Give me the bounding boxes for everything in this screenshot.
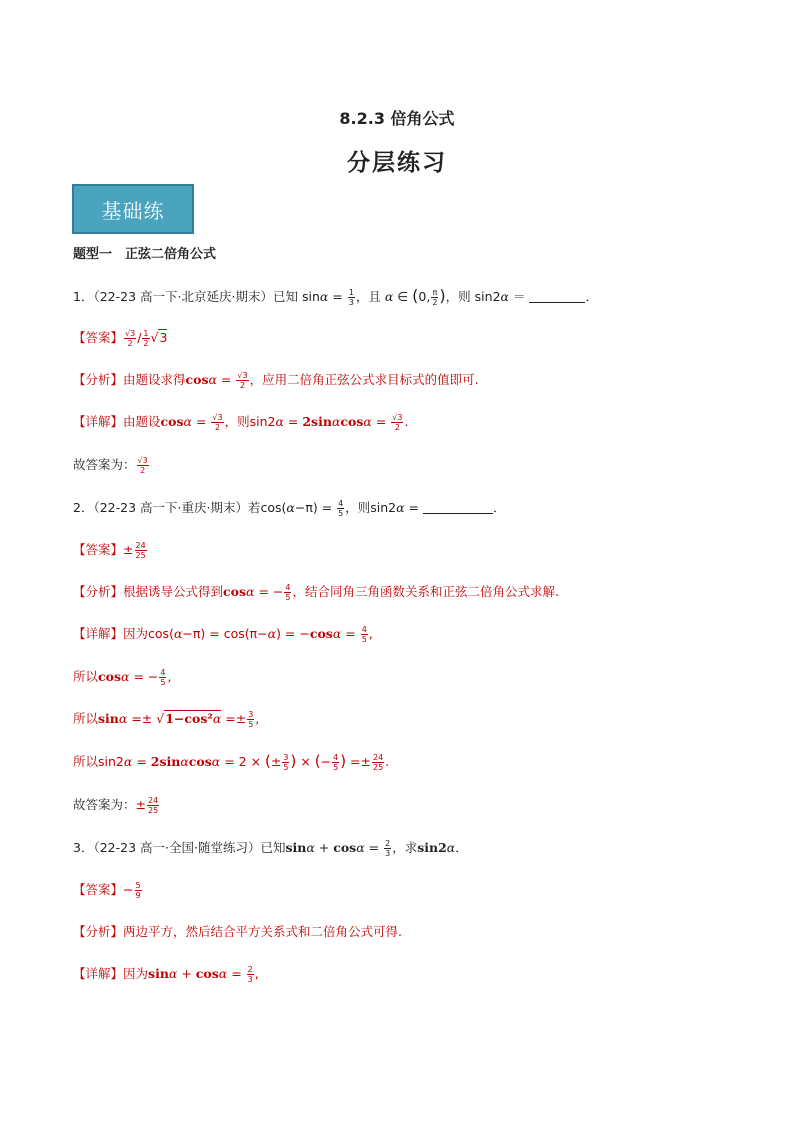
analysis-label: 【分析】	[73, 584, 124, 599]
question-1	[73, 286, 598, 307]
answer-label: 【答案】	[73, 330, 124, 345]
section-badge: 基础练	[72, 184, 194, 234]
so-label: 所以	[73, 754, 99, 769]
topic-heading: 题型一 正弦二倍角公式	[73, 247, 217, 262]
q3-text: ，求	[392, 840, 418, 855]
q2-answer: 【答案】± $\frac{24}{25}$	[73, 541, 146, 560]
q1-source: （22-23 高一下·北京延庆·期末）	[93, 289, 273, 304]
q2-text: 若	[247, 500, 261, 515]
detail-label: 【详解】	[73, 966, 124, 981]
q2-analysis: 【分析】根据诱导公式得到cosα = − $\frac{4}{5}$ ，结合同角三角函数关系和正弦二倍角公式求解.	[73, 583, 559, 602]
detail-label: 【详解】	[73, 414, 124, 429]
q1-number: 1．	[73, 289, 94, 304]
q2-conclusion: 故答案为：± $\frac{24}{25}$	[73, 796, 159, 815]
answer-label: 【答案】	[73, 882, 124, 897]
q1-conclusion: 故答案为： $\frac{√3}{2}$	[73, 456, 148, 475]
q2-detail-text: 因为	[123, 626, 149, 641]
q3-answer: 【答案】− $\frac{5}{9}$	[73, 881, 141, 900]
detail-label: 【详解】	[73, 626, 124, 641]
q1-text: ，则	[445, 289, 471, 304]
analysis-label: 【分析】	[73, 372, 124, 387]
question-3: 3．（22-23 高一·全国·随堂练习）已知sinα + cosα = $\frac{2}{3}$ ，求sin2α．	[73, 839, 468, 858]
q2-source: （22-23 高一下·重庆·期末）	[93, 500, 248, 515]
q1-text: ，且	[355, 289, 381, 304]
answer-blank	[423, 501, 493, 514]
q1-answer: 【答案】 $\frac{√3}{2}$ / $\frac{1}{2}$ √3	[73, 329, 168, 348]
q2-text: ，则	[345, 500, 371, 515]
q1-detail-text: ，则	[224, 414, 250, 429]
question-2: 2．（22-23 高一下·重庆·期末）若cos(α−π) = $\frac{4}{5}$ ，则sin2α = ．	[73, 499, 506, 518]
page-subtitle: 分层练习	[347, 150, 447, 176]
q3-analysis-text: 两边平方，然后结合平方关系式和二倍角公式可得.	[123, 924, 402, 939]
q2-step-2: 所以sinα =± √1−cos²α =± $\frac{3}{5}$ ,	[73, 710, 260, 729]
q3-text: 已知	[260, 840, 286, 855]
q3-source: （22-23 高一·全国·随堂练习）	[93, 840, 261, 855]
page-title: 8.2.3 倍角公式	[339, 109, 455, 128]
q3-detail-text: 因为	[123, 966, 149, 981]
q1-math-1: sinα = $\frac{1}{3}$	[301, 288, 354, 307]
q1-analysis-text: 由题设求得	[123, 372, 186, 387]
q2-analysis-text: 根据诱导公式得到	[123, 584, 224, 599]
q1-math-3: sin2α	[474, 289, 509, 304]
so-label: 所以	[73, 711, 99, 726]
answer-label: 【答案】	[73, 542, 124, 557]
q1-detail: 【详解】由题设cosα = $\frac{√3}{2}$ ，则sin2α = 2sinαcosα = $\frac{√3}{2}$ .	[73, 413, 409, 432]
q1-text: ＝	[512, 289, 526, 304]
q3-number: 3．	[73, 840, 94, 855]
q1-math-2: α ∈ (0, $\frac{\pi}{2}$ )	[384, 286, 446, 307]
q3-text: ．	[455, 840, 468, 855]
answer-blank	[529, 290, 585, 303]
q1-detail-text: 由题设	[123, 414, 161, 429]
therefore-label: 故答案为：	[73, 457, 136, 472]
q1-analysis-text: ，应用二倍角正弦公式求目标式的值即可.	[249, 372, 479, 387]
analysis-label: 【分析】	[73, 924, 124, 939]
q3-detail: 【详解】因为sinα + cosα = $\frac{2}{3}$ ,	[73, 965, 259, 984]
q2-text: ．	[493, 500, 506, 515]
q3-analysis	[73, 922, 402, 942]
therefore-label: 故答案为：	[73, 797, 136, 812]
q2-detail: 【详解】因为cos(α−π) = cos(π−α) = −cosα = $\frac{4}{5}$ ,	[73, 625, 373, 644]
q2-step-1: 所以cosα = − $\frac{4}{5}$ ,	[73, 668, 172, 687]
so-label: 所以	[73, 669, 99, 684]
q2-analysis-text: ，结合同角三角函数关系和正弦二倍角公式求解.	[292, 584, 559, 599]
q1-analysis: 【分析】由题设求得cosα = $\frac{√3}{2}$ ，应用二倍角正弦公式求目标式的值即可.	[73, 371, 479, 390]
q2-number: 2．	[73, 500, 94, 515]
q2-step-3: 所以sin2α = 2sinαcosα = 2 × (± $\frac{3}{5}$ ) × (− $\frac{4}{5}$ ) =± $\frac{24}{25}$ .	[73, 752, 390, 772]
q1-text: ．	[585, 289, 598, 304]
q1-text: 已知	[272, 289, 298, 304]
